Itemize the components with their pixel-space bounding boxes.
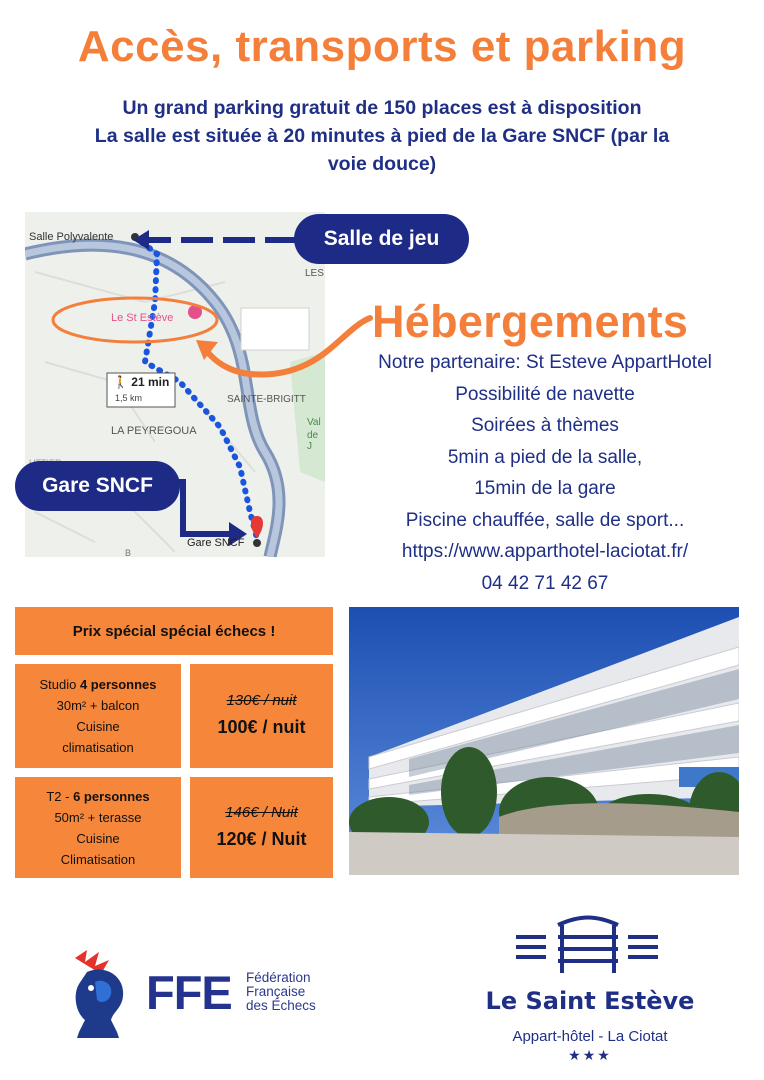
saint-esteve-subtitle: Appart-hôtel - La Ciotat: [512, 1028, 668, 1045]
map-label-les: LES: [305, 268, 324, 279]
heb-navette: Possibilité de navette: [455, 383, 635, 405]
map-walk-dist: 1,5 km: [115, 393, 143, 403]
heb-partenaire: Notre partenaire: St Esteve AppartHotel: [378, 352, 712, 373]
map-walk-time: 🚶 21 min: [113, 375, 170, 389]
room-studio-cuisine: Cuisine: [76, 719, 120, 734]
room-studio-type: Studio: [39, 677, 80, 692]
map-label-hotel: Le St Estève: [111, 312, 174, 324]
intro-line-parking: Un grand parking gratuit de 150 places est à disposition: [122, 97, 642, 119]
saint-esteve-name: Le Saint Estève: [485, 987, 695, 1015]
room-t2-price: [190, 777, 333, 878]
map-label-peyregoua: LA PEYREGOUA: [111, 425, 197, 437]
map-walk-time-value: 21 min: [131, 375, 170, 389]
hotel-photo-graphic: [349, 607, 739, 875]
room-studio-price: [190, 664, 333, 768]
room-t2-clim: Climatisation: [60, 851, 136, 867]
map-label-de-j: de J: [307, 430, 319, 452]
heb-soirees: Soirées à thèmes: [471, 415, 619, 436]
room-studio-clim: climatisation: [62, 740, 134, 755]
room-studio-new-price: 100€ / nuit: [217, 717, 306, 737]
room-t2-cuisine: Cuisine: [76, 830, 120, 846]
room-t2-type: T2 -: [46, 788, 74, 804]
map-label-b: B: [125, 548, 132, 557]
room-t2-persons: 6 personnes: [73, 788, 150, 804]
saint-esteve-waves-logo-icon: [510, 915, 670, 975]
saint-esteve-stars: ★★★: [568, 1047, 612, 1063]
intro-line-voie: voie douce): [327, 153, 437, 175]
salle-de-jeu-callout: Salle de jeu: [294, 214, 469, 264]
page-title: Accès, transports et parking: [77, 22, 687, 71]
heb-phone[interactable]: 04 42 71 42 67: [481, 572, 609, 594]
hotel-photo: [349, 607, 739, 875]
ffe-line-2: Française: [246, 984, 306, 999]
map-label-sainte: SAINTE-BRIGITT: [227, 394, 306, 405]
prix-header: Prix spécial spécial échecs !: [15, 607, 333, 655]
room-studio-persons: 4 personnes: [79, 677, 157, 692]
hebergements-title: Hébergements: [372, 296, 689, 347]
room-t2-description: [15, 777, 181, 878]
intro-text: [30, 94, 734, 178]
room-studio-description: [15, 664, 181, 768]
map-label-salle: Salle Polyvalente: [29, 231, 114, 243]
ffe-line-3: des Échecs: [246, 998, 316, 1013]
ffe-acronym: FFE: [146, 966, 232, 1019]
heb-piscine: Piscine chauffée, salle de sport...: [405, 509, 685, 531]
heb-pied: 5min a pied de la salle,: [447, 446, 643, 468]
room-studio-surface: 30m² + balcon: [56, 698, 140, 713]
room-studio-old-price: 130€ / nuit: [226, 692, 297, 709]
heb-website-link[interactable]: https://www.apparthotel-laciotat.fr/: [401, 541, 689, 562]
hebergements-details: [335, 347, 755, 599]
heb-gare: 15min de la gare: [474, 478, 616, 499]
ffe-knight-logo-icon: [65, 948, 145, 1038]
intro-line-distance: La salle est située à 20 minutes à pied de la Gare SNCF (par la: [94, 125, 670, 147]
ffe-line-1: Fédération: [246, 970, 311, 985]
room-t2-old-price: 146€ / Nuit: [225, 803, 298, 821]
gare-sncf-callout: Gare SNCF: [15, 461, 180, 511]
ffe-full-name: [246, 971, 316, 1013]
room-t2-new-price: 120€ / Nuit: [216, 828, 307, 849]
room-t2-surface: 50m² + terasse: [54, 809, 142, 825]
map-label-val: Val: [307, 417, 321, 428]
map-label-gare: Gare SNCF: [187, 537, 245, 549]
